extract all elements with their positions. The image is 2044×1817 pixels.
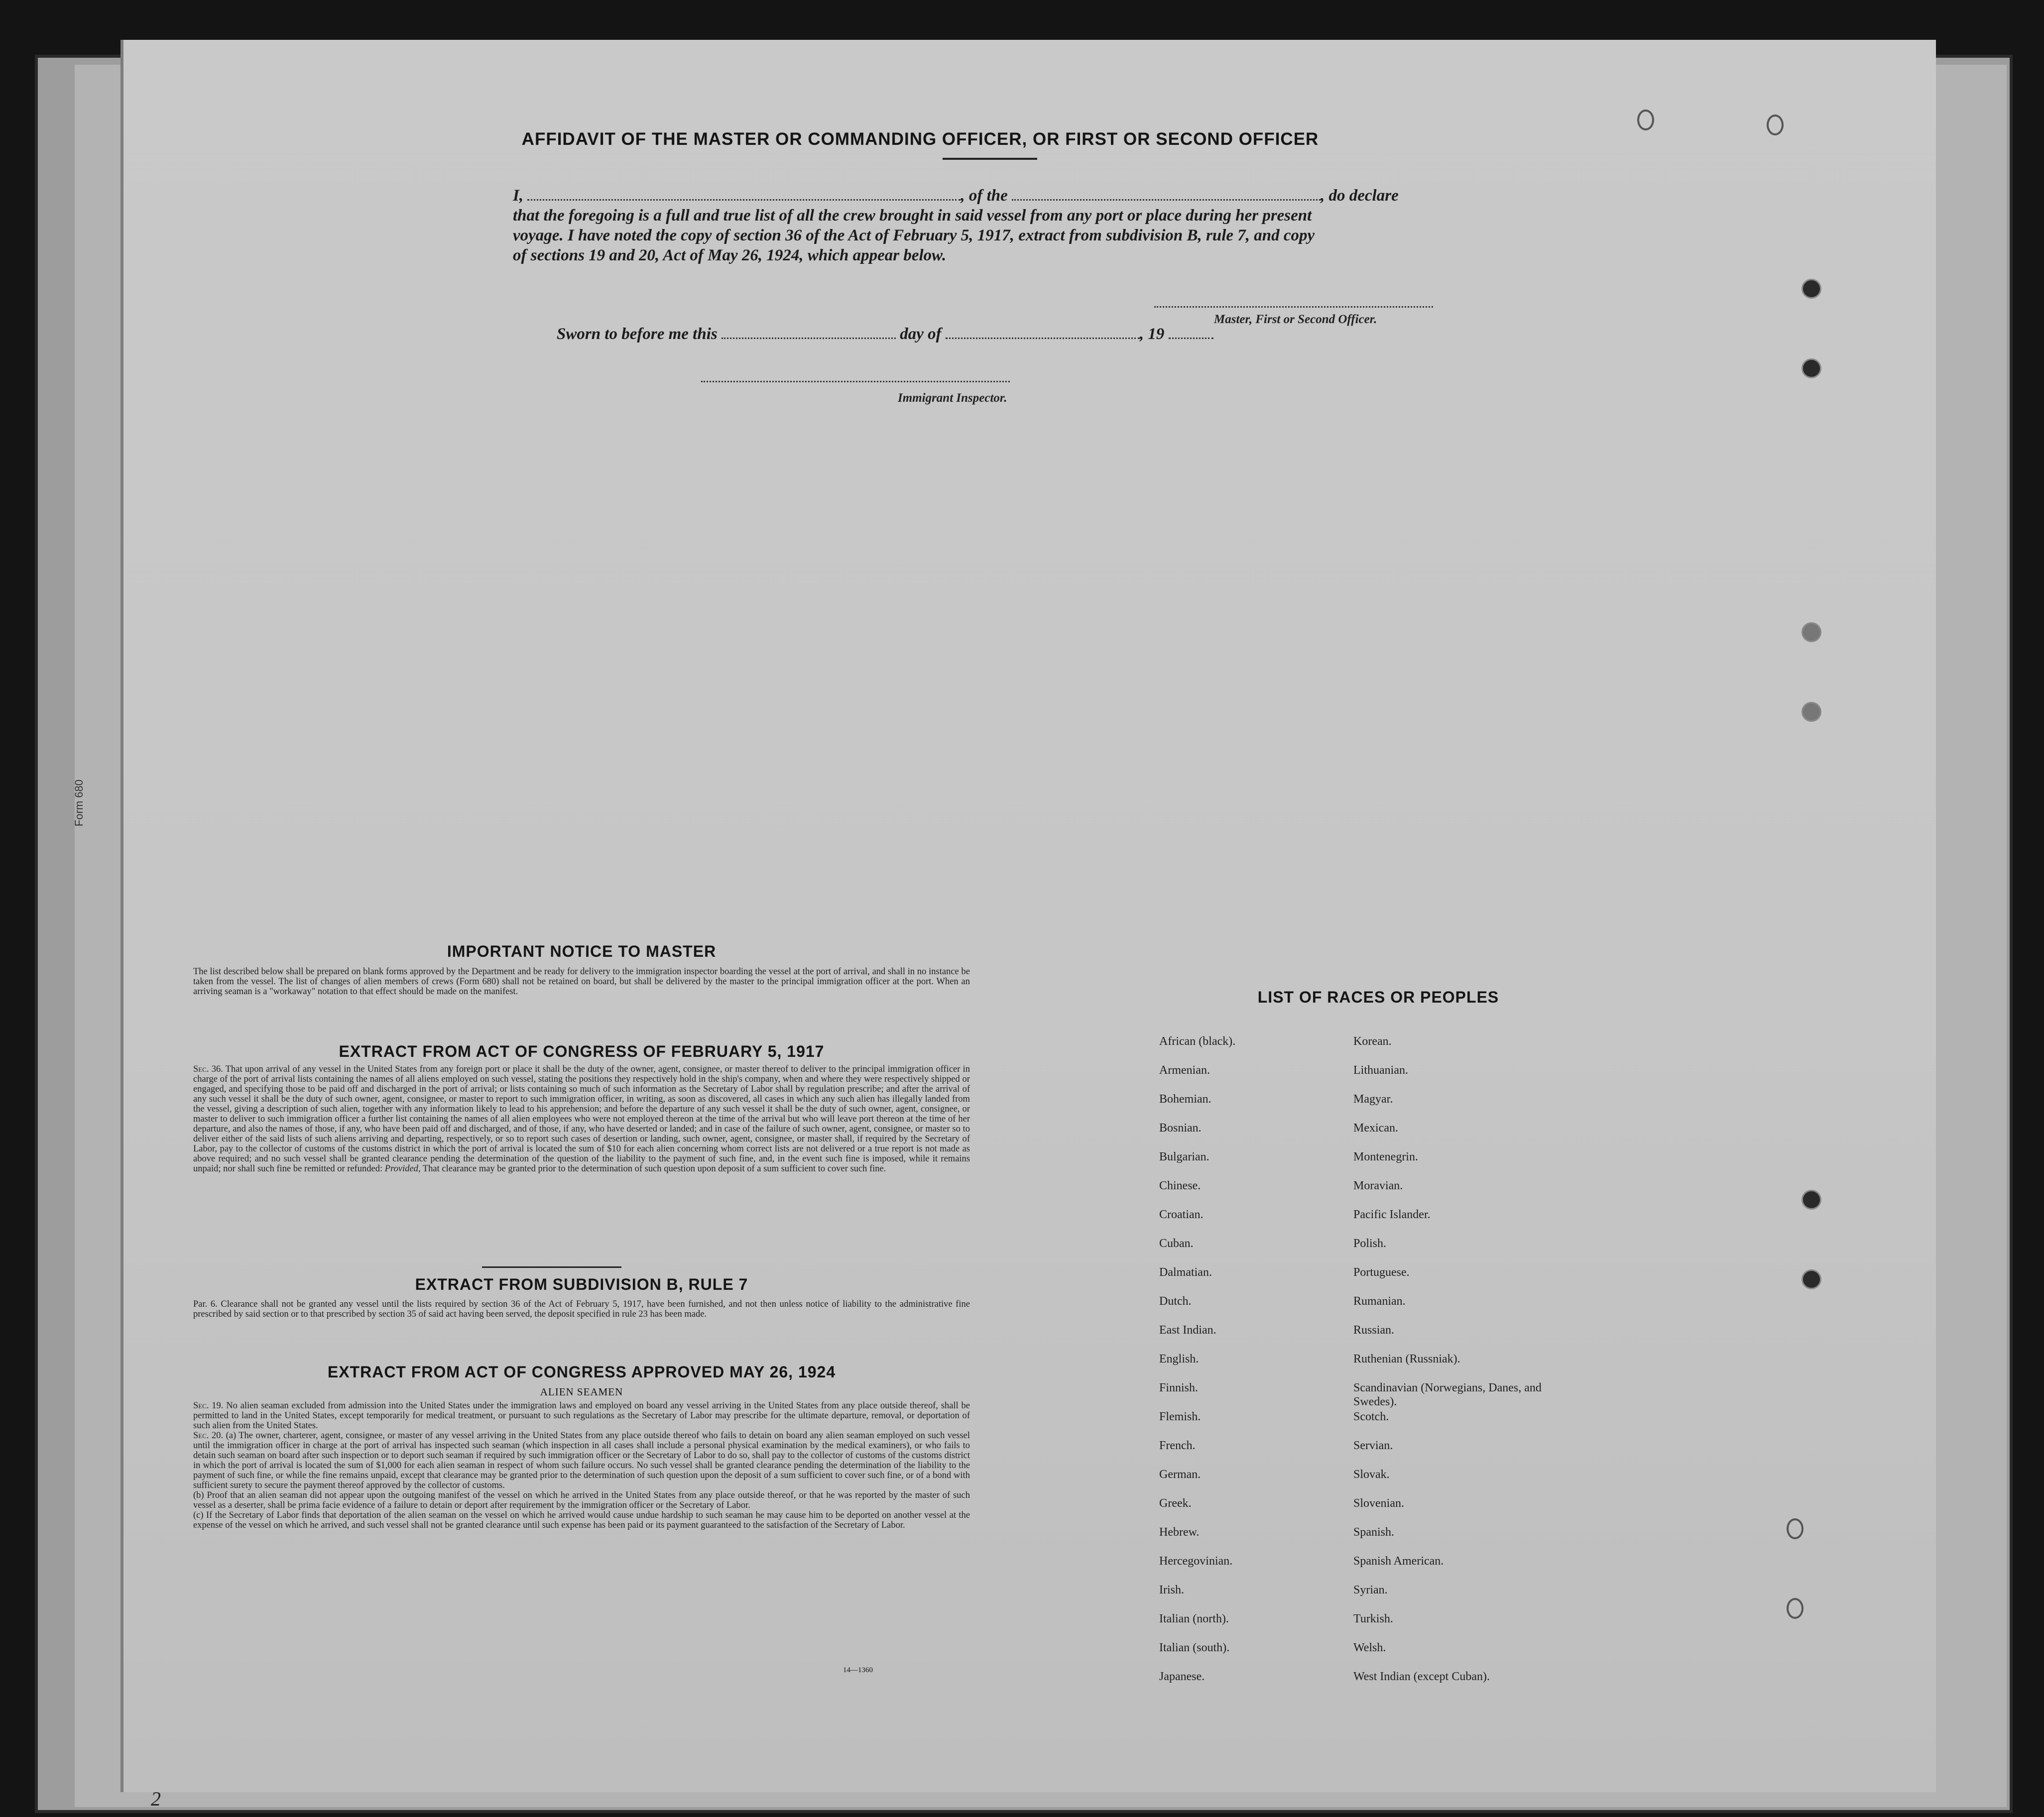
sec20a-paragraph — [193, 1431, 970, 1490]
race-item: Armenian. — [1159, 1064, 1210, 1077]
extract-1924-text — [193, 1401, 970, 1530]
side-form-label: Form 680 — [73, 779, 86, 827]
affidavit-line-1 — [513, 185, 1598, 206]
proviso-text: That clearance may be granted prior to the determination of such question upon deposit of a sum sufficient to cover such fine. — [422, 1164, 886, 1174]
race-item: Chinese. — [1159, 1179, 1201, 1192]
inspector-label: Immigrant Inspector. — [898, 391, 1007, 405]
punch-hole — [1802, 1190, 1821, 1210]
race-item: Bulgarian. — [1159, 1150, 1209, 1163]
race-item: Korean. — [1353, 1035, 1392, 1048]
inspector-signature-line[interactable] — [701, 381, 1010, 382]
race-item: Syrian. — [1353, 1584, 1388, 1596]
race-item: Rumanian. — [1353, 1295, 1406, 1308]
sec20c-paragraph: (c) If the Secretary of Labor finds that deportation of the alien seaman on the vessel on which he arrived would cause undue hardship to such seaman he may cause him to be deported on another vessel at the expense of the vessel on which he arrived, and such vessel shall not be granted clearance until such expense has been paid or its payment guaranteed to the satisfaction of the Secretary of Labor. — [193, 1510, 970, 1530]
race-item: East Indian. — [1159, 1324, 1216, 1337]
race-item: Scotch. — [1353, 1410, 1389, 1423]
race-item: West Indian (except Cuban). — [1353, 1670, 1490, 1683]
day-of-label: day of — [900, 325, 942, 343]
race-item: Bohemian. — [1159, 1093, 1211, 1106]
sec19-text: No alien seaman excluded from admission into the United States under the immigration laws and employed on board any vessel arriving in the United States from any place outside thereof, shall be permitted to land in the United States, except temporarily for medical treatment, or pursuant to such regulations as the Secretary of Labor may prescribe for the ultimate departure, removal, or deportation of such alien from the United States. — [193, 1401, 970, 1431]
sworn-line — [557, 324, 1213, 344]
sworn-month-blank[interactable] — [946, 324, 1140, 339]
sworn-year-blank[interactable] — [1169, 324, 1213, 339]
affidavit-title: AFFIDAVIT OF THE MASTER OR COMMANDING OFFICER, OR FIRST OR SECOND OFFICER — [521, 129, 1319, 149]
race-item: English. — [1159, 1353, 1199, 1365]
name-blank[interactable] — [527, 185, 961, 201]
sec20-label: Sec. 20. — [193, 1431, 224, 1441]
extract-rule7-title: EXTRACT FROM SUBDIVISION B, RULE 7 — [415, 1275, 748, 1293]
sec20a-text: (a) The owner, charterer, agent, consignee, or master of any vessel arriving in the United States from any place outside thereof who fails to detain on board any alien seaman employed on such vessel until the immigration officer in charge at the port of arrival has inspected such seaman (which inspection in all cases shall include a personal physical examination by the medical examiners), or who fails to detain such seaman on board after such inspection or to deport such seaman if required by such immigration officer or the Secretary of Labor to do so, shall pay to the collector of customs of the customs district in which the port of arrival is located the sum of $1,000 for each alien seaman in respect of whom such failure occurs. No such vessel shall be granted clearance pending the determination of the liability to the payment of such fine, or while the fine remains unpaid, except that clearance may be granted prior to the determination of such question upon the deposit of a sum sufficient to cover such fine, or of a bond with sufficient surety to secure the payment thereof approved by the collector of customs. — [193, 1431, 970, 1490]
of-the-label: , of the — [961, 187, 1008, 205]
form-number: 14—1360 — [843, 1666, 873, 1674]
race-item: African (black). — [1159, 1035, 1236, 1048]
notice-text: The list described below shall be prepared on blank forms approved by the Department and be ready for delivery to the immigration inspector boarding the vessel at the port of arrival, and shall in no instance be taken from the vessel. The list of changes of alien members of crews (Form 680) shall not be retained on board, but shall be delivered by the master to the principal immigration officer at the port. When an arriving seaman is a "workaway" notation to that effect should be made on the manifest. — [193, 967, 970, 997]
race-item: Hercegovinian. — [1159, 1555, 1233, 1568]
race-item: Scandinavian (Norwegians, Danes, and Swedes). — [1353, 1381, 1542, 1408]
punch-hole — [1802, 279, 1821, 299]
race-item: Magyar. — [1353, 1093, 1393, 1106]
races-title: LIST OF RACES OR PEOPLES — [1257, 988, 1499, 1006]
race-item: Cuban. — [1159, 1237, 1194, 1250]
races-right-column — [1353, 1034, 1553, 1699]
extract-1917-title: EXTRACT FROM ACT OF CONGRESS OF FEBRUARY 5, 1917 — [339, 1042, 825, 1060]
race-item: Dutch. — [1159, 1295, 1192, 1308]
race-item: German. — [1159, 1468, 1201, 1481]
race-item: Polish. — [1353, 1237, 1387, 1250]
sec19-label: Sec. 19. — [193, 1401, 224, 1411]
punch-hole — [1802, 702, 1821, 722]
affidavit-line-3: voyage. I have noted the copy of section 36 of the Act of February 5, 1917, extract from subdivision B, rule 7, and copy — [513, 227, 1315, 244]
race-item: Ruthenian (Russniak). — [1353, 1353, 1460, 1365]
sec19-paragraph — [193, 1401, 970, 1431]
race-item: Croatian. — [1159, 1208, 1203, 1221]
punch-hole — [1802, 1269, 1821, 1289]
extract-rule7-text: Par. 6. Clearance shall not be granted any vessel until the lists required by section 36 of the Act of February 5, 1917, have been furnished, and not then unless notice of liability to the administrative fine prescribed by said section or to that prescribed by section 35 of said act having been served, the deposit specified in rule 23 has been made. — [193, 1299, 970, 1319]
punch-hole — [1802, 622, 1821, 642]
year-prefix: , 19 — [1139, 325, 1165, 343]
races-left-column — [1159, 1034, 1328, 1699]
alien-seamen-subtitle: ALIEN SEAMEN — [540, 1386, 623, 1398]
race-item: Spanish American. — [1353, 1555, 1444, 1568]
vessel-blank[interactable] — [1012, 185, 1321, 201]
notice-title: IMPORTANT NOTICE TO MASTER — [447, 942, 717, 960]
race-item: Italian (south). — [1159, 1641, 1230, 1654]
sec36-label: Sec. 36. — [193, 1064, 223, 1074]
affidavit-body — [513, 185, 1598, 265]
race-item: Bosnian. — [1159, 1122, 1202, 1135]
race-item: Hebrew. — [1159, 1526, 1200, 1539]
race-item: Moravian. — [1353, 1179, 1403, 1192]
race-item: Servian. — [1353, 1439, 1393, 1452]
race-item: French. — [1159, 1439, 1196, 1452]
race-item: Portuguese. — [1353, 1266, 1410, 1279]
sworn-day-blank[interactable] — [721, 324, 896, 339]
race-item: Montenegrin. — [1353, 1150, 1418, 1163]
race-item: Slovenian. — [1353, 1497, 1404, 1510]
sworn-label: Sworn to before me this — [557, 325, 718, 343]
race-item: Spanish. — [1353, 1526, 1395, 1539]
title-rule — [943, 158, 1037, 160]
race-item: Irish. — [1159, 1584, 1184, 1596]
affidavit-line-4: of sections 19 and 20, Act of May 26, 1924, which appear below. — [513, 246, 947, 264]
extract-1924-title: EXTRACT FROM ACT OF CONGRESS APPROVED MAY 26, 1924 — [327, 1363, 836, 1381]
race-item: Mexican. — [1353, 1122, 1398, 1135]
race-item: Slovak. — [1353, 1468, 1390, 1481]
race-item: Finnish. — [1159, 1381, 1199, 1394]
race-item: Italian (north). — [1159, 1612, 1229, 1625]
race-item: Lithuanian. — [1353, 1064, 1408, 1077]
corner-mark: 2 — [151, 1788, 161, 1810]
race-item: Greek. — [1159, 1497, 1192, 1510]
punch-ring — [1637, 110, 1654, 130]
punch-ring — [1787, 1598, 1804, 1619]
punch-ring — [1787, 1518, 1804, 1539]
affidavit-line-2: that the foregoing is a full and true list of all the crew brought in said vessel from any port or place during her present — [513, 207, 1312, 225]
race-item: Dalmatian. — [1159, 1266, 1212, 1279]
extract-1917-text — [193, 1064, 970, 1174]
punch-ring — [1767, 114, 1784, 135]
race-item: Welsh. — [1353, 1641, 1386, 1654]
sec20b-paragraph: (b) Proof that an alien seaman did not appear upon the outgoing manifest of the vessel on which he arrived in the United States from any place outside thereof, or that he was reported by the master of such vessel as a deserter, shall be prima facie evidence of a failure to detain or deport after requirement by the immigration officer or the Secretary of Labor. — [193, 1490, 970, 1510]
race-item: Flemish. — [1159, 1410, 1201, 1423]
section-rule — [482, 1266, 621, 1268]
do-declare-label: , do declare — [1321, 187, 1399, 205]
form-page — [123, 40, 1936, 1810]
race-item: Japanese. — [1159, 1670, 1205, 1683]
punch-hole — [1802, 358, 1821, 378]
proviso-label: Provided, — [384, 1164, 421, 1174]
i-label: I, — [513, 187, 524, 205]
sec36-text: That upon arrival of any vessel in the United States from any foreign port or place it shall be the duty of the owner, agent, consignee, or master thereof to deliver to the principal immigration officer in charge of the port of arrival lists containing the names of all aliens employed on such vessel, stating the positions they respectively hold in the ship's company, when and where they were respectively shipped or engaged, and specifying those to be paid off and discharged in the port of arrival; or lists containing so much of such information as the Secretary of Labor shall by regulation prescribe; and after the arrival of any such vessel it shall be the duty of such owner, agent, consignee, or master to report to such immigration officer, in writing, as soon as discovered, all cases in which any such alien has illegally landed from the vessel, giving a description of such alien, together with any information likely to lead to his apprehension; and before the departure of any such vessel it shall be the duty of such owner, agent, consignee, or master to deliver to such immigration officer a further list containing the names of all alien employees who were not employed thereon at the time of the arrival but who will leave port thereon at the time of her departure, and also the names of those, if any, who have been paid off and discharged, and of those, if any, who have deserted or landed; and in case of the failure of such owner, agent, consignee, or master so to deliver either of the said lists of such aliens arriving and departing, respectively, or so to report such cases of desertion or landing, such owner, agent, consignee, or master shall, if required by the Secretary of Labor, pay to the collector of customs of the customs district in which the port of arrival is located the sum of $10 for each alien concerning whom correct lists are not delivered or a true report is not made as above required; and no such vessel shall be granted clearance pending the determination of the question of the liability to the payment of such fine, and, in the event such fine is imposed, while it remains unpaid; nor shall such fine be remitted or refunded: — [193, 1064, 970, 1174]
race-item: Pacific Islander. — [1353, 1208, 1431, 1221]
master-signature-label: Master, First or Second Officer. — [1214, 313, 1377, 326]
master-signature-line[interactable] — [1154, 306, 1433, 308]
race-item: Russian. — [1353, 1324, 1395, 1337]
race-item: Turkish. — [1353, 1612, 1393, 1625]
